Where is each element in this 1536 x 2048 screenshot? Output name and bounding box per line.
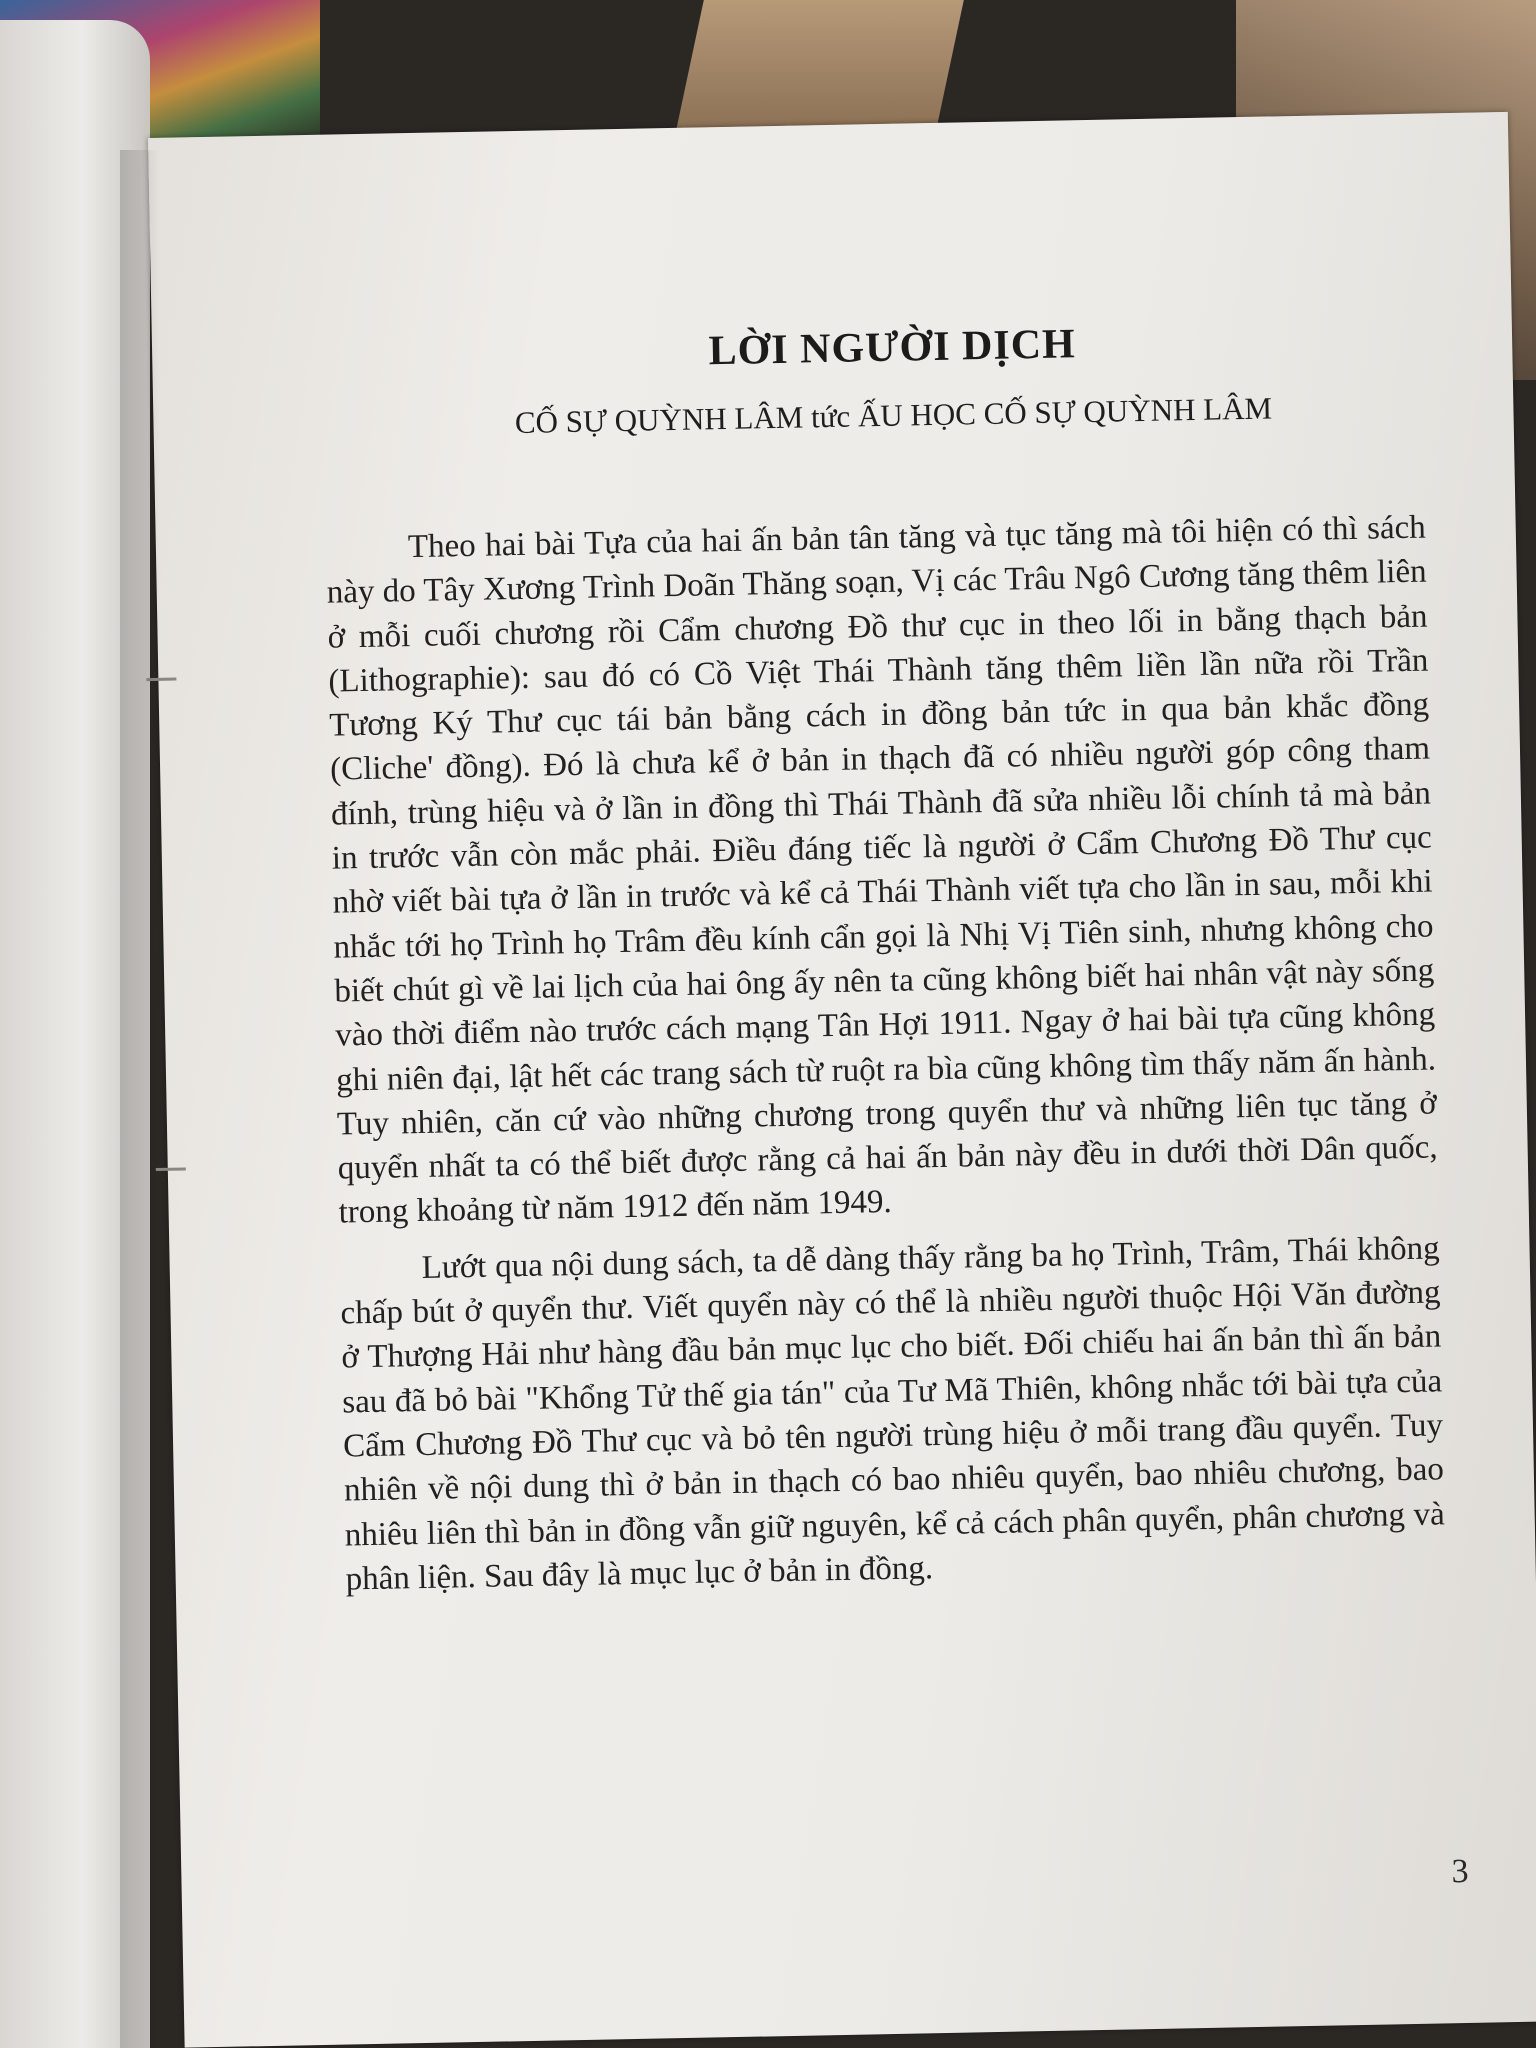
page-subtitle: CỐ SỰ QUỲNH LÂM tức ẤU HỌC CỐ SỰ QUỲNH LÂM xyxy=(514,390,1273,441)
page-number: 3 xyxy=(1451,1852,1469,1891)
background-box xyxy=(676,0,964,130)
paragraph: Theo hai bài Tựa của hai ấn bản tân tăng và tục tăng mà tôi hiện có thì sách này do Tây Xương Trình Doãn Thăng soạn, Vị các Trâu Ngô Cương tăng thêm liên ở mỗi cuối chương rồi Cẩm chương Đồ thư cục in theo lối in bằng thạch bản (Lithographie): sau đó có Cồ Việt Thái Thành tăng thêm liền lần nữa rồi Trần Tương Ký Thư cục tái bản bằng cách in đồng bản tức in qua bản khắc đồng (Cliche' đồng). Đó là chưa kể ở bản in thạch đã có nhiều người góp công tham đính, trùng hiệu và ở lần in đồng thì Thái Thành đã sửa nhiều lỗi chính tả mà bản in trước vẫn còn mắc phải. Điều đáng tiếc là người ở Cẩm Chương Đồ Thư cục nhờ viết bài tựa ở lần in trước và kể cả Thái Thành viết tựa cho lần in sau, mỗi khi nhắc tới họ Trình họ Trâm đều kính cẩn gọi là Nhị Vị Tiên sinh, nhưng không cho biết chút gì về lai lịch của hai ông ấy nên ta cũng không biết hai nhân vật này sống vào thời điểm nào trước cách mạng Tân Hợi 1911. Ngay ở hai bài tựa cũng không ghi niên đại, lật hết các trang sách từ ruột ra bìa cũng không tìm thấy năm ấn hành. Tuy nhiên, căn cứ vào những chương trong quyển thư và những liên tục tăng ở quyển nhất ta có thể biết được rằng cả hai ấn bản này đều in dưới thời Dân quốc, trong khoảng từ năm 1912 đến năm 1949. xyxy=(326,509,1438,1231)
binding-mark xyxy=(156,1167,186,1171)
book-page xyxy=(148,112,1536,2048)
paragraph: Lướt qua nội dung sách, ta dễ dàng thấy rằng ba họ Trình, Trâm, Thái không chấp bút ở quyển thư. Viết quyển này có thể là nhiều người thuộc Hội Văn đường ở Thượng Hải như hàng đầu bản mục lục cho biết. Đối chiếu hai ấn bản thì ấn bản sau đã bỏ bài "Khổng Tử thế gia tán" của Tư Mã Thiên, không nhắc tới bài tựa của Cẩm Chương Đồ Thư cục và bỏ tên người trùng hiệu ở mỗi trang đầu quyển. Tuy nhiên về nội dung thì ở bản in thạch có bao nhiêu quyển, bao nhiêu chương, bao nhiêu liên thì bản in đồng vẫn giữ nguyên, kể cả cách phân quyển, phân chương và phân liện. Sau đây là mục lục ở bản in đồng. xyxy=(340,1230,1445,1598)
page-content xyxy=(322,314,1446,1614)
page-title: LỜI NGƯỜI DỊCH xyxy=(708,321,1077,375)
spine-shadow xyxy=(120,150,160,2048)
